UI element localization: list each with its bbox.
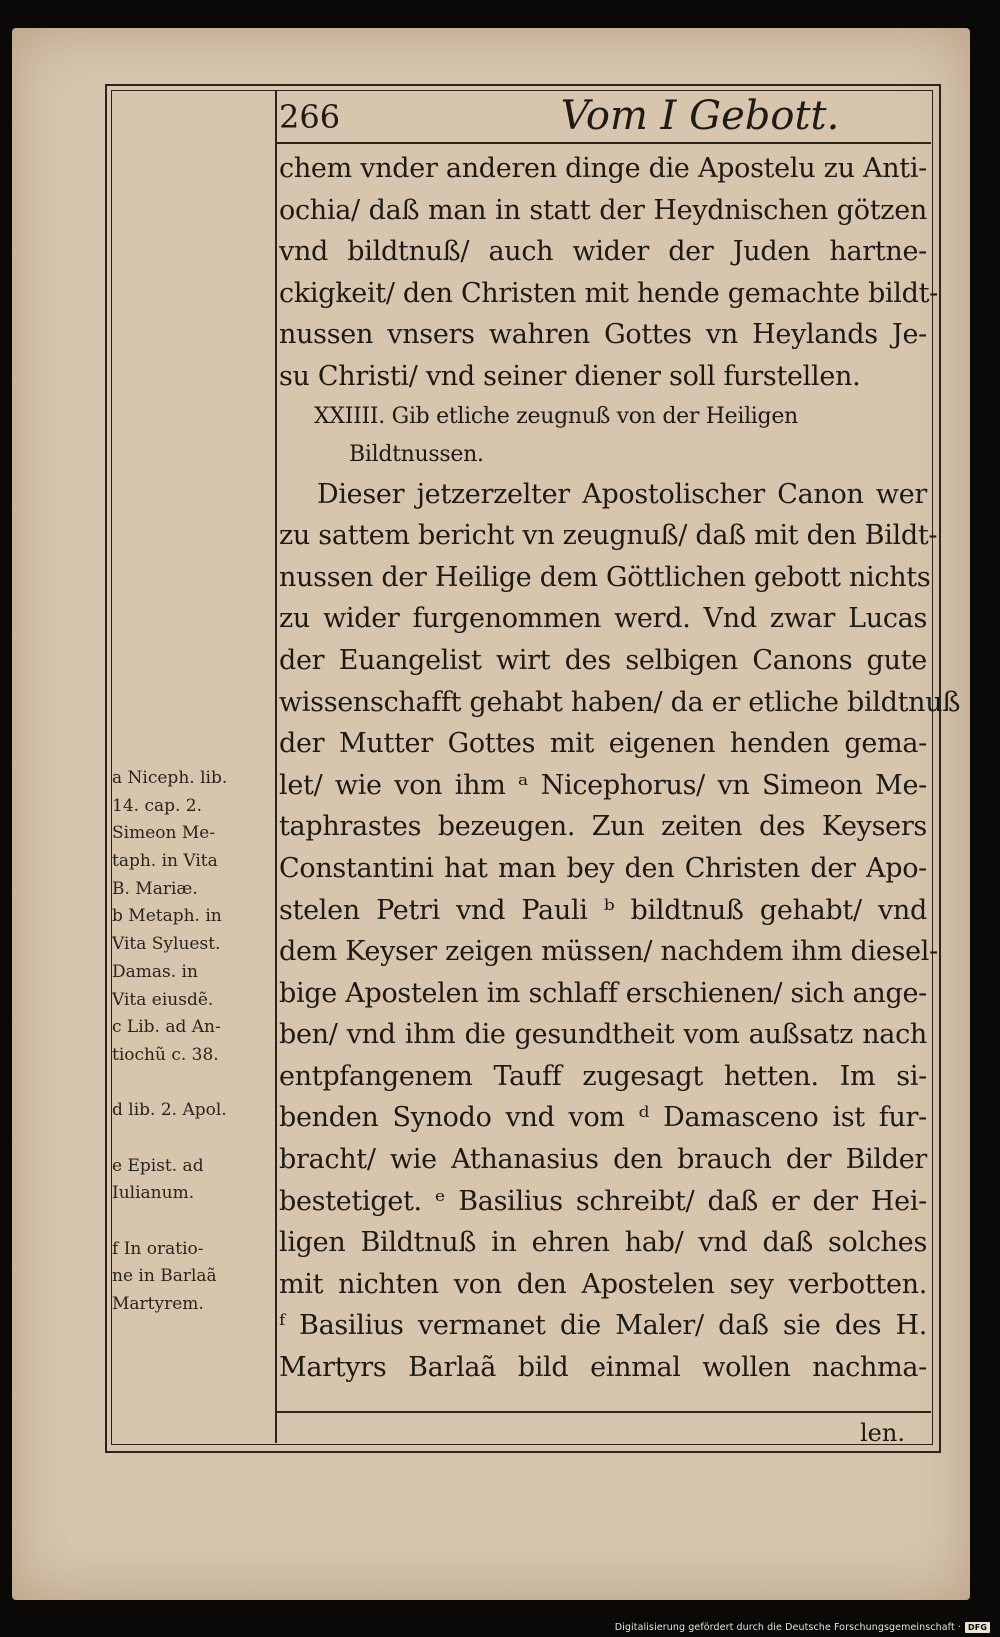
paragraph-line: zu wider furgenommen werd. Vnd zwar Lucas <box>279 603 927 635</box>
paragraph-line: der Euangelist wirt des selbigen Canons gute <box>279 644 927 676</box>
paragraph-line: Martyrs Barlaã bild einmal wollen nachma- <box>279 1352 927 1384</box>
paragraph-line: ben/ vnd ihm die gesundtheit vom außsatz nach <box>279 1019 927 1051</box>
margin-note-b: b Metaph. in <box>112 906 222 927</box>
paragraph-line: zu sattem bericht vn zeugnuß/ daß mit den Bildt- <box>279 520 938 552</box>
marginal-notes <box>112 765 272 1319</box>
paragraph-line: nussen der Heilige dem Göttlichen gebott nichts <box>279 561 931 593</box>
footer-rule <box>277 1411 931 1413</box>
margin-note-a: a Niceph. lib. <box>112 768 228 788</box>
paragraph-line: mit nichten von den Apostelen sey verbotten. <box>279 1268 927 1300</box>
paragraph-line: ᶠ Basilius vermanet die Maler/ daß sie des H. <box>279 1310 927 1342</box>
margin-spacer <box>112 1125 272 1153</box>
margin-note-e: e Epist. ad <box>112 1155 204 1176</box>
paragraph-line: bracht/ wie Athanasius den brauch der Bilder <box>279 1144 927 1176</box>
text-line: ochia/ daß man in statt der Heydnischen götzen <box>279 194 927 226</box>
margin-spacer <box>112 1070 272 1098</box>
credit-text: Digitalisierung gefördert durch die Deutsche Forschungsgemeinschaft · <box>614 1622 962 1633</box>
paragraph-line: bige Apostelen im schlaff erschienen/ sich ange- <box>279 977 927 1009</box>
margin-note-a: Simeon Me- <box>112 823 216 844</box>
margin-note-b: Vita eiusdẽ. <box>112 989 214 1010</box>
text-line: nussen vnsers wahren Gottes vn Heylands Je- <box>279 319 927 351</box>
header-rule <box>277 142 931 144</box>
section-heading: XXIIII. Gib etliche zeugnuß von der Heiligen <box>314 403 798 429</box>
margin-note-a: 14. cap. 2. <box>112 795 203 816</box>
margin-note-f: ne in Barlaã <box>112 1266 217 1287</box>
paragraph-line: Constantini hat man bey den Christen der Apo- <box>279 852 927 884</box>
paragraph-line: benden Synodo vnd vom ᵈ Damasceno ist fur- <box>279 1102 927 1134</box>
margin-note-c: tiochũ c. 38. <box>112 1044 219 1065</box>
text-line: su Christi/ vnd seiner diener soll furstellen. <box>279 360 861 392</box>
paragraph-line: stelen Petri vnd Pauli ᵇ bildtnuß gehabt/ vnd <box>279 894 927 926</box>
margin-note-f: f In oratio- <box>112 1238 204 1259</box>
margin-note-b: Damas. in <box>112 961 198 982</box>
margin-note-d: d lib. 2. Apol. <box>112 1100 227 1121</box>
paragraph-line: let/ wie von ihm ᵃ Nicephorus/ vn Simeon Me- <box>279 769 927 801</box>
running-head: Vom I Gebott. <box>560 93 840 139</box>
section-heading-cont: Bildtnussen. <box>349 441 484 467</box>
margin-note-a: taph. in Vita <box>112 851 218 872</box>
text-line: ckigkeit/ den Christen mit hende gemachte bildt- <box>279 277 938 309</box>
main-text-column <box>279 148 961 1389</box>
margin-note-e: Iulianum. <box>112 1183 195 1204</box>
catchword: len. <box>860 1419 905 1447</box>
text-line: vnd bildtnuß/ auch wider der Juden hartne- <box>279 236 927 268</box>
paragraph-line: bestetiget. ᵉ Basilius schreibt/ daß er der Hei- <box>279 1185 927 1217</box>
digitization-credit <box>615 1622 990 1633</box>
paragraph-line: taphrastes bezeugen. Zun zeiten des Keysers <box>279 811 927 843</box>
margin-note-f: Martyrem. <box>112 1294 204 1315</box>
paragraph-line: der Mutter Gottes mit eigenen henden gema- <box>279 728 927 760</box>
dfg-logo-icon: DFG <box>965 1622 990 1633</box>
margin-note-b: Vita Syluest. <box>112 934 221 955</box>
margin-note-c: c Lib. ad An- <box>112 1017 221 1038</box>
margin-spacer <box>112 1208 272 1236</box>
margin-note-a: B. Mariæ. <box>112 878 198 899</box>
page-number: 266 <box>279 98 341 136</box>
paragraph-line: entpfangenem Tauff zugesagt hetten. Im si- <box>279 1060 927 1092</box>
paragraph-line: ligen Bildtnuß in ehren hab/ vnd daß solches <box>279 1227 927 1259</box>
paragraph-line: Dieser jetzerzelter Apostolischer Canon wer <box>317 478 927 510</box>
paragraph-line: dem Keyser zeigen müssen/ nachdem ihm diesel- <box>279 936 938 968</box>
text-line: chem vnder anderen dinge die Apostelu zu Anti- <box>279 153 927 184</box>
paragraph-line: wissenschafft gehabt haben/ da er etliche bildtnuß <box>279 686 961 718</box>
column-divider <box>275 90 277 1443</box>
